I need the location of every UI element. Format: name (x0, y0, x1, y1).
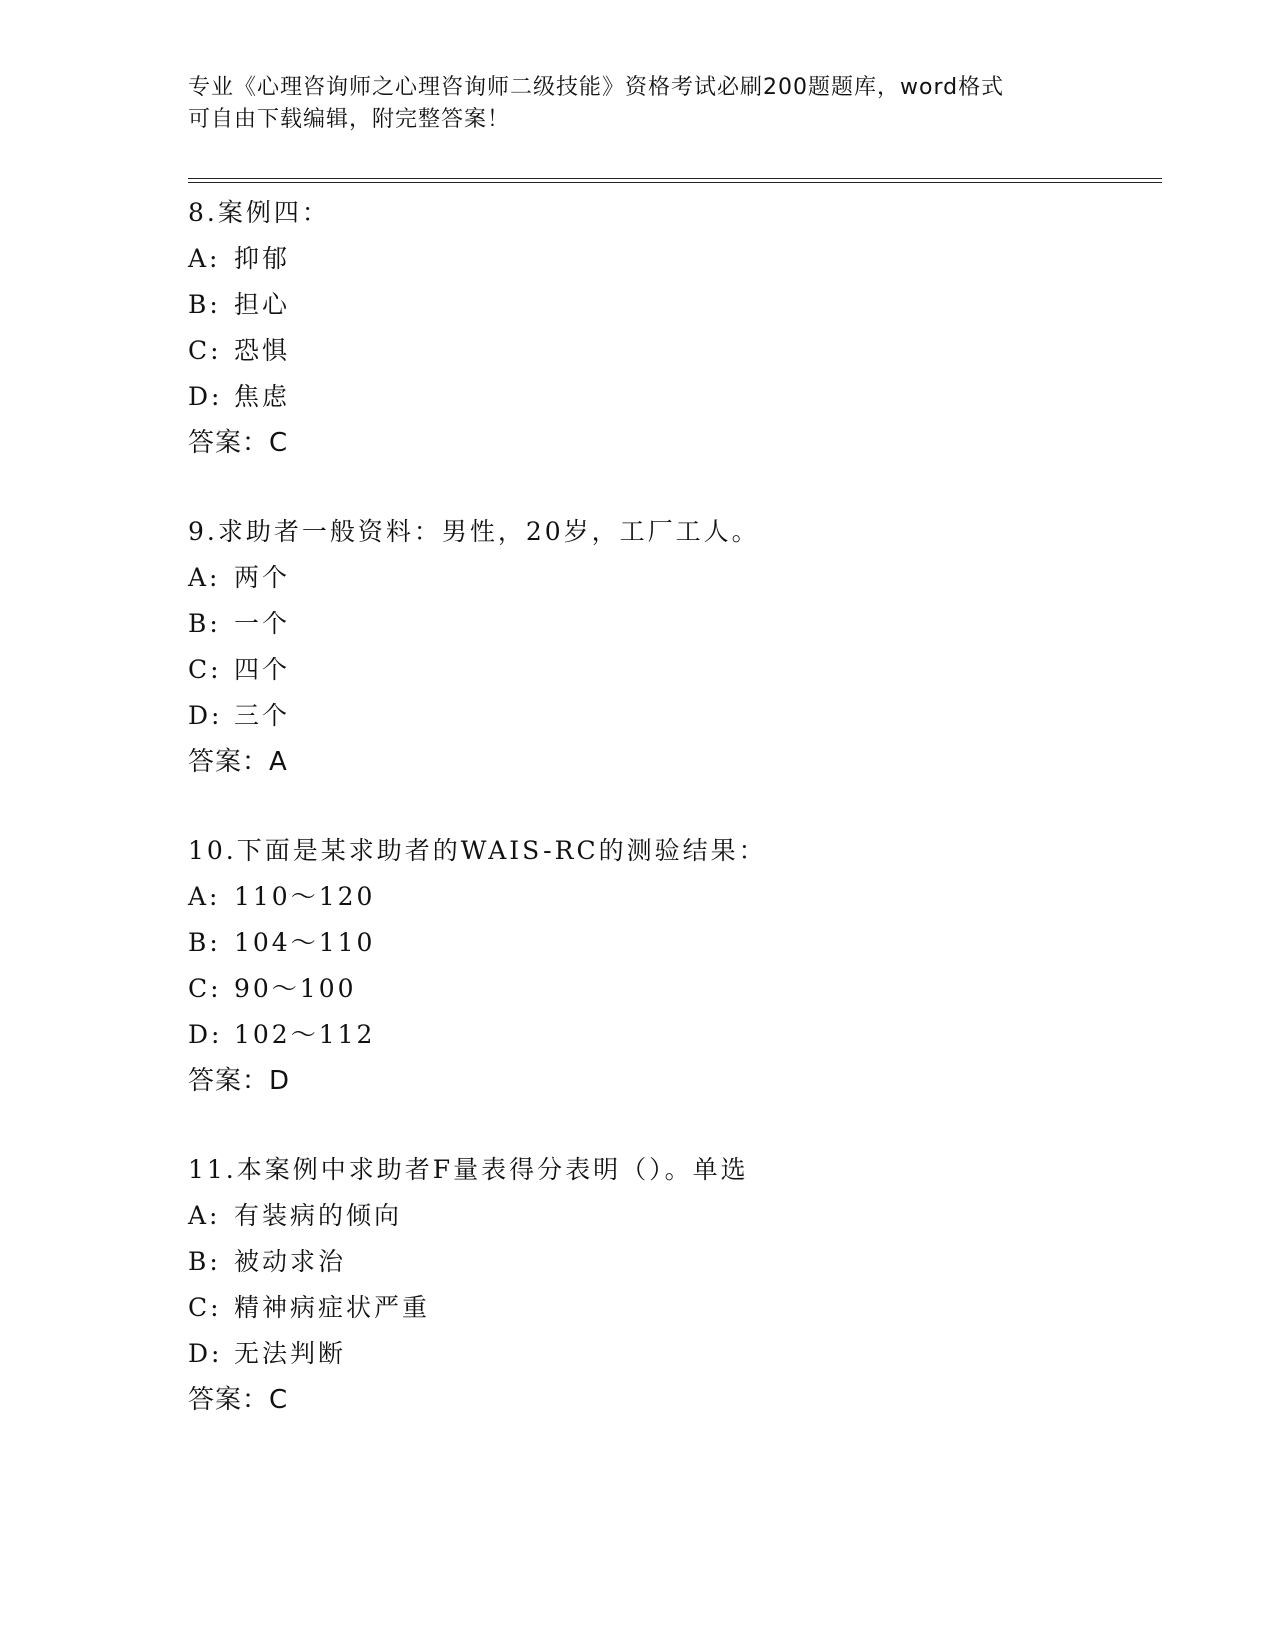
option-letter: A: (188, 1201, 221, 1230)
header-title-line-2: 可自由下载编辑，附完整答案！ (188, 107, 511, 132)
option-letter: A: (188, 563, 221, 592)
header-double-rule (188, 178, 1162, 183)
option-text: 四个 (234, 655, 291, 684)
option-letter: C: (188, 1293, 222, 1322)
option-letter: D: (188, 1020, 223, 1049)
question-11 (188, 1147, 1148, 1423)
option-letter: B: (188, 1247, 221, 1276)
header-title-line-1: 专业《心理咨询师之心理咨询师二级技能》资格考试必刷200题题库，word格式 (188, 75, 1005, 100)
answer-line: 答案：D (188, 1066, 291, 1096)
option-text: 104～110 (234, 928, 376, 957)
answer-line: 答案：A (188, 747, 288, 777)
option-letter: A: (188, 882, 221, 911)
question-10 (188, 828, 1148, 1104)
option-d (188, 374, 1148, 420)
option-letter: C: (188, 336, 222, 365)
answer-line: 答案：C (188, 1385, 289, 1415)
option-text: 恐惧 (234, 336, 291, 365)
option-text: 被动求治 (234, 1247, 347, 1276)
option-c (188, 328, 1148, 374)
option-text: 102～112 (234, 1020, 376, 1049)
option-c (188, 966, 1148, 1012)
option-letter: B: (188, 290, 221, 319)
option-d (188, 1331, 1148, 1377)
option-a (188, 1193, 1148, 1239)
question-9 (188, 509, 1148, 785)
option-text: 无法判断 (234, 1339, 347, 1368)
option-c (188, 1285, 1148, 1331)
option-letter: D: (188, 382, 223, 411)
option-c (188, 647, 1148, 693)
option-letter: C: (188, 974, 222, 1003)
option-text: 一个 (234, 609, 291, 638)
option-letter: D: (188, 1339, 223, 1368)
answer-line: 答案：C (188, 428, 289, 458)
question-stem: 11.本案例中求助者F量表得分表明（）。单选 (188, 1155, 749, 1184)
option-b (188, 920, 1148, 966)
option-b (188, 601, 1148, 647)
option-letter: D: (188, 701, 223, 730)
option-d (188, 693, 1148, 739)
option-letter: B: (188, 928, 221, 957)
question-stem: 10.下面是某求助者的WAIS-RC的测验结果： (188, 836, 767, 865)
option-text: 焦虑 (234, 382, 291, 411)
option-b (188, 1239, 1148, 1285)
option-a (188, 555, 1148, 601)
question-list (188, 190, 1148, 1466)
option-text: 90～100 (234, 974, 357, 1003)
option-b (188, 282, 1148, 328)
document-header (188, 72, 1088, 136)
option-text: 有装病的倾向 (234, 1201, 403, 1230)
option-text: 精神病症状严重 (234, 1293, 431, 1322)
option-d (188, 1012, 1148, 1058)
option-text: 两个 (234, 563, 291, 592)
option-text: 三个 (234, 701, 291, 730)
option-a (188, 874, 1148, 920)
option-letter: B: (188, 609, 221, 638)
option-letter: C: (188, 655, 222, 684)
option-text: 110～120 (234, 882, 376, 911)
option-letter: A: (188, 244, 221, 273)
option-text: 担心 (234, 290, 291, 319)
question-8 (188, 190, 1148, 466)
question-stem: 8.案例四： (188, 198, 330, 227)
option-a (188, 236, 1148, 282)
option-text: 抑郁 (234, 244, 291, 273)
question-stem: 9.求助者一般资料：男性，20岁，工厂工人。 (188, 517, 760, 546)
